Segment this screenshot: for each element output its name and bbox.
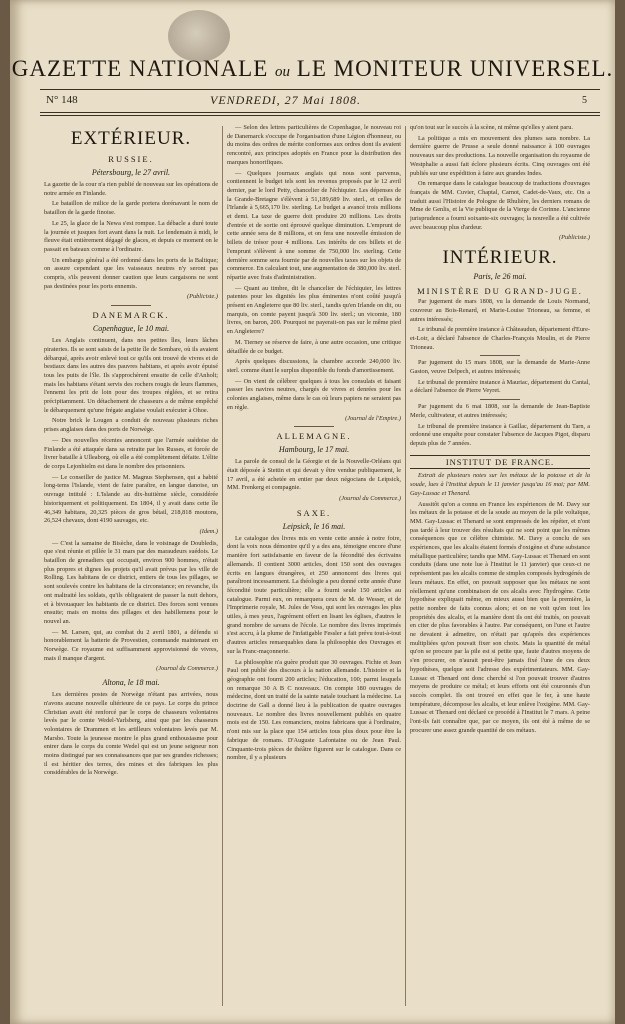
column-2 xyxy=(227,124,401,765)
paragraph: Le 25, la glace de la Newa s'est rompue. La débacle a duré toute la journée et jusques fort avant dans la nuit. Le lendemain à midi, le fleuve était entièrement dégagé de glaces, et depuis ce moment on le passait en bateaux comme à l'ordinaire. xyxy=(44,219,218,253)
place-petersbourg: Pétersbourg, le 27 avril. xyxy=(91,168,171,177)
paragraph: Le catalogue des livres mis en vente cette année à notre foire, dont la voix nous démontre qu'il y a des ans, témoigne encore d'une manière fort satisfaisante en faveur de la fécondité des écrivains allemands. Il contient 3000 articles, dont 150 sont des ouvrages écrits en langues étrangères, et 250 annoncent des livres qui paraîtront incessamment. La théologie a peu donné cette année d'une fécondité toute particulière; elle a fourni seule 150 articles au catalogue. Parmi eux, on remarquera ceux de M. de Wesser, et de l'Imprimerie royale, M. Jules de Voss, qui sont les ouvrages les plus utiles, à mes yeux, l'agrément offert en lisant les églises, d'autres le grand nombre de savans de l'école. Le nombre des livres imprimés s'est accru, à la plume de l'infatigable Fessler a fait prévu tout-à-tout d'autres articles remarquables dans la philosophie des Ouvrages et sur la Franc-maçonnerie. xyxy=(227,534,401,655)
section-allemagne: ALLEMAGNE. xyxy=(276,431,352,442)
paragraph: La philosophie n'a guère produit que 30 ouvrages. Fichte et Jean Paul ont publié des discours à la nation allemande. L'histoire et la géographie ont fourni 200 articles; l'éducation, 100; parmi lesquels on remarque 30 A B C nouveaux. On compte 180 ouvrages de médecine, dont un traité de la sainte natale touchant la médecine. La doctrine de Gall a donné lieu à la publication de quatre ouvrages nouveaux. Le nombre des livres nouvellement publiés en quatre mois est de 150. Les romanciers, moins fabricans que à l'ordinaire, n'ont mis sur la place que 154 articles tous plus doux pour être la fabrique de romans. D'Auguste Lafontaine ou de Jean Paul. Cinquante-trois pièces de théâtre figurent sur le catalogue. Dans ce nombre, il y a plusieurs xyxy=(227,658,401,762)
paragraph: Par jugement du 6 mai 1808, sur la demande de Jean-Baptiste Merle, cultivateur, et autres intéressés; xyxy=(410,403,590,419)
paragraph: — Des nouvelles récentes annoncent que l'armée suédoise de Finlande a été attaquée dans sa retraite par les Russes, et forcée de livrer bataille à Ulleaborg, où elle a été complètement défaite. L'élite de corps Lejonhielm est dans le nombre des prisonniers. xyxy=(44,436,218,470)
italic-summary: Extrait de plusieurs notes sur les métaux de la potasse et de la soude, lues à l'Institut depuis le 11 janvier jusqu'au 16 mai; par MM. Gay-Lussac et Thenard. xyxy=(410,472,590,497)
paragraph: On remarque dans le catalogue beaucoup de traductions d'ouvrages français de MM. Cuvier, Chaptal, Carnot, Cadet-de-Vaux, etc. On a traduit aussi l'Histoire de Pologne de Rhulière, les derniers romans de Mme de Genlis, et la Vie publique de la Vierge de Corinne. L'ancienne jurisprudence a fourni soixante-six ouvrages; la nouvelle a été cultivée avec beaucoup plus d'ardeur. xyxy=(410,180,590,231)
issue-dateline: VENDREDI, 27 Mai 1808. xyxy=(210,93,361,107)
place-altona: Altona, le 18 mai. xyxy=(102,678,160,688)
paragraph: — On vient de célébrer quelques à tous les consulats et faisant passer les navires neutres, chargés de vivres et denrées pour les colonies anglaises, même dans le cas où leurs papiers ne seraient pas en règle. xyxy=(227,377,401,411)
masthead xyxy=(10,56,615,82)
section-divider xyxy=(480,399,520,400)
section-divider xyxy=(294,426,334,427)
source-credit: (Publiciste.) xyxy=(559,234,590,242)
masthead-title-left: GAZETTE NATIONALE xyxy=(11,56,269,81)
paragraph: — M. Larsen, qui, au combat du 2 avril 1801, a défendu si honorablement la batterie de Provestien, commande maintenant en Norwège. Ce royaume est suffisamment approvisionné de vivres, mais il manque d'argent. xyxy=(44,628,218,662)
paragraph: Les Anglais continuent, dans nos petites îles, leurs lâches pirateries. Ils se sont saisis de la petite île de Sombare, où ils avaient débarqué, après avoir enlevé tout ce qu'ils ont trouvé de vivres et de bestiaux dans les autres des pauvres habitans, et après avoir épuisé tous les puits de l'île. Ils s'approchèrent ensuite de celle d'Anholt; mais les habitans s'étant servis des rochers rougis de leurs flammes, l'ennemi les prit de loin pour des troupes réglées, et se retira précipitamment. Un détachement de chasseurs a de même empêché le débarquement qu'une frégate anglaise voulait exécuter à Ohoe. xyxy=(44,337,218,414)
paragraph: Le tribunal de première instance à Mauriac, département du Cantal, a déclaré l'absence de Pierre Veyret. xyxy=(410,378,590,395)
paragraph: Le tribunal de première instance à Châteaudun, département d'Eure-et-Loir, a déclaré l'absence de Charles-François Moulin, et de Pierre Trioneau. xyxy=(410,326,590,351)
place-copenhague: Copenhague, le 10 mai. xyxy=(92,324,170,334)
paragraph: Le bataillon de milice de la garde portera dorénavant le nom de bataillon de la garde finoise. xyxy=(44,200,218,217)
place-hambourg: Hambourg, le 17 mai. xyxy=(278,445,350,455)
paragraph: — Quelques journaux anglais qui nous sont parvenus, contiennent le budget tels sont les revenus proposés par le 12 avril dernier, par le lord Petty, chancelier de l'échiquier. Les dépenses de la Grande-Bretagne s'élèvent à 51,189,689 liv. sterl., et celles de l'Irlande à 5,665,170 liv. sterling. Le budget a avancé trois millions et demi. La taxe de guerre doit produire 20 millions. Les droits d'entrée et de sortie ont éprouvé quelque diminution. L'emprunt de cette année sera de 8 millions, et on fera une nouvelle émission de billets de trésor pour 4 millions. Les intérêts de ces billets et de l'emprunt s'élèvent à une somme de 750,000 liv. sterling. Cette dernière somme sera fournie par de nouvelles taxes sur les objets de commerce. En calculant tout, une augmentation de 380,000 liv. sterl. répartie avec frais d'administration. xyxy=(227,169,401,281)
column-divider-2 xyxy=(405,126,406,1006)
source-credit: (Journal du Commerce.) xyxy=(339,495,401,503)
paragraph: — Le conseiller de justice M. Magnus Stephensen, qui a habité long-tems l'Islande, vient de faire paraître, en langue danoise, un ouvrage intitulé : L'Islande au dix-huitième siècle, considérée historiquement et politiquement. En 1804, il y avait dans cette île 46,349 habitans, 20,325 pièces de gros bétail, 218,818 moutons, 26,524 chevaux, dont 4190 sauvages, etc. xyxy=(44,473,218,525)
paragraph: Après quelques discussions, la chambre accorde 240,000 liv. sterl. comme étant le surplus disponible du fonds d'amortissement. xyxy=(227,358,401,374)
paragraph: Le tribunal de première instance à Gaillac, département du Tarn, a ordonné une enquête pour constater l'absence de Jacques Pigot, disparu depuis plus de 7 années. xyxy=(410,422,590,447)
official-seal-stamp xyxy=(168,10,230,62)
paragraph: — Selon des lettres particulières de Copenhague, le nouveau roi de Danemarck s'occupe de l'organisation d'une Légion d'honneur, ou du moins des ordres de mérite conformes aux ordres dont ils avaient rencontré, aux principes adoptés en France pour la distribution des marques honorifiques. xyxy=(227,124,401,166)
section-russie: RUSSIE. xyxy=(108,154,154,164)
paragraph: — C'est la samaine de Bisèche, dans le voisinage de Doubledis, que s'est réunie et pillée le 31 mars par des maraudeurs suédois. Le bataillon de grenadiers qui occupait, environ 900 hommes, n'était plus propres et dignes les projets qu'il avait prévus par les ville de Rolling. Les habitans de ce district, entiers de tous les pillages, se sont soulevés contre les habitans de la circonstance; en revanche, ils ont maltraité les soldats, qu'ils obligeaient de passer la nuit dehors, et à bivouaquer les habitants de ce district. Des forces sont venues ensuite; mais en moins des pillages et des habillemens pour le nouvel an. xyxy=(44,539,218,625)
page-number: 5 xyxy=(582,95,587,106)
source-credit: (Idem.) xyxy=(199,527,218,535)
paragraph: Par jugement de mars 1808, vu la demande de Louis Normand, couvreur au Bois-Renard, et Marie-Louise Trioneau, sa femme, et autres intéressés; xyxy=(410,298,590,323)
paragraph: Les dernières postes de Norwège n'étant pas arrivées, nous n'avons aucune nouvelle ultérieure de ce pays. Le corps du prince Christian avait été renforcé par le corps de chasseurs volontaires levés par le comte Wedel-Yarlsberg, ainsi que par les chasseurs volontaires de Drammen et les artilleurs volontaires levés par M. Marsbo. Toute la jeunesse montre le plus grand enthousiasme pour entrer dans le corps du comte Wedel qui est un jeune seigneur non moins distingué par ses connaissances que par ses grandes richesses; il est héritier des terres, des mines et des fabriques les plus considérables de la Norwège. xyxy=(44,691,218,777)
section-danemarck: DANEMARCK. xyxy=(92,310,170,321)
section-divider xyxy=(480,355,520,356)
section-ministere: MINISTÈRE DU GRAND-JUGE. xyxy=(417,286,583,297)
heading-interieur: INTÉRIEUR. xyxy=(442,247,558,269)
heading-institut: INSTITUT DE FRANCE. xyxy=(410,455,590,470)
heading-exterieur: EXTÉRIEUR. xyxy=(70,128,192,149)
paragraph: Par jugement du 15 mars 1808, sur la demande de Marie-Anne Gaston, veuve Delpech, et autres intéressés; xyxy=(410,359,590,376)
paragraph: La parole de consul de la Géorgie et de la Nouvelle-Orléans qui était déposée à Stettin et qui devait y être vendue publiquement, le 17 avril, a été achetée en entier par deux négocians de Leipsick, MM. Frenkerg et compagnie. xyxy=(227,458,401,492)
paragraph: La politique a mis en mouvement des plumes sans nombre. La dernière guerre de Prusse a seule donné naissance à 100 ouvrages nouveaux sur des productions. La nouvelle organisation du royaume de Westphalie a aussi fait éclore plusieurs écrits. Cinq ouvrages ont été publiés sur une expédition à faire aux grandes Indes. xyxy=(410,134,590,177)
paragraph: La gazette de la cour n'a rien publié de nouveau sur les opérations de notre armée en Finlande. xyxy=(44,181,218,197)
place-leipsick: Leipsick, le 16 mai. xyxy=(282,521,346,531)
double-rule-bottom xyxy=(40,115,600,116)
source-credit: (Journal de l'Empire.) xyxy=(345,414,401,422)
paragraph: Aussitôt qu'on a connu en France les expériences de M. Davy sur les métaux de la potasse et de la soude au moyen de la pile voltaïque, MM. Gay-Lussac et Thenard se sont empressés de les répéter, et n'ont pas tardé à leur trouver des résultats qui ne sont point que les mêmes conséquences que ce célèbre chimiste. M. Davy a conclu de ses expériences, que les alcalis étaient formés d'oxigène et d'une substance métallique particulière; tandis que MM. Gay-Lussac et Thenard en sont conduits (dans une note lue à l'Institut le 11 janvier) que ceux-ci ne représentent pas les alcalis comme de simples composés hydrogénés de leurs métaux. En effet, on pouvait supposer que les métaux ne sont réellement qu'une combinaison de ces alcalis avec l'hydrogène. Cette hypothèse expliquait même, en mieux aussi bien que la première, la petite nombre de faits connus alors; et on ne voit qu'en tout les propriétés des alcalis, et la manière dont ils ont été traités, on pouvait en citer de plus favorables à l'autre. Par conséquent, on l'une et l'autre ne devaient à admettre, on n'était par qu'après des expériences multipliées qu'on pouvait fixer son choix. Mais la quantité de métal qu'on se procure par la pile est si petite que, faute d'autres moyens de s'en procurer, on n'aurait peut-être jamais fixé l'une de ces deux hypothèses, quelque soit l'adresse des expérimentateurs. MM. Gay-Lussac et Thenard ont donc cherché si l'on pouvait trouver d'autres moyens de produire ce métal; et leurs efforts ont été couronnés d'un succès complet. Ils ont trouvé en effet que le fer, à une haute température, décompose les alcalis, et leur enlève l'oxigène. MM. Gay-Lussac et Thenard ont déclaré ce procédé à l'Institut le 7 mars. A peine l'ont-ils fait connaître que, par ce moyen, ils ont été à même de se procurer une assez grande quantité de ces métaux. xyxy=(410,500,590,734)
double-rule-top xyxy=(40,112,600,113)
paragraph: — Quant au timbre, dit le chancelier de l'échiquier, les lettres patentes pour les dignités les plus éminentes n'ont coûté jusqu'à présent en Angleterre que 80 liv. sterl., tandis qu'en Irlande on dit, ou marquis, on comte payent jusqu'à 300 liv. sterl.; un vicomte, 180 livres, on baron, 200. Pourquoi ne payerait-on pas sur le même pied en Angleterre? xyxy=(227,284,401,336)
masthead-conjunction: ou xyxy=(275,64,291,80)
newspaper-page xyxy=(10,0,615,1024)
paragraph: Un embargo général a été ordonné dans les ports de la Baltique; on assure cependant que les vaisseaux neutres n'y seront pas compris, s'ils peuvent donner caution que leurs cargaisons ne sont pas destinées pour les ports ennemis. xyxy=(44,256,218,290)
place-paris: Paris, le 26 mai. xyxy=(473,272,527,282)
column-1 xyxy=(44,124,218,780)
issue-number: N° 148 xyxy=(46,94,78,106)
column-3 xyxy=(410,124,590,737)
top-rule xyxy=(40,89,600,90)
section-divider xyxy=(111,305,151,306)
source-credit: (Journal du Commerce.) xyxy=(156,665,218,673)
paragraph: qu'on tout sur le succès à la scène, ni même qu'elles y aient paru. xyxy=(410,124,573,131)
section-saxe: SAXE. xyxy=(296,507,332,518)
masthead-title-right: LE MONITEUR UNIVERSEL. xyxy=(296,56,614,81)
paragraph: M. Tierney se réserve de faire, à une autre occasion, une critique détaillée de ce budget. xyxy=(227,338,401,355)
source-credit: (Publiciste.) xyxy=(187,293,218,301)
column-divider-1 xyxy=(222,126,223,1006)
paragraph: Notre brick le Lougen a conduit de nouveau plusieurs riches prises anglaises dans des ports de Norwège. xyxy=(44,417,218,434)
